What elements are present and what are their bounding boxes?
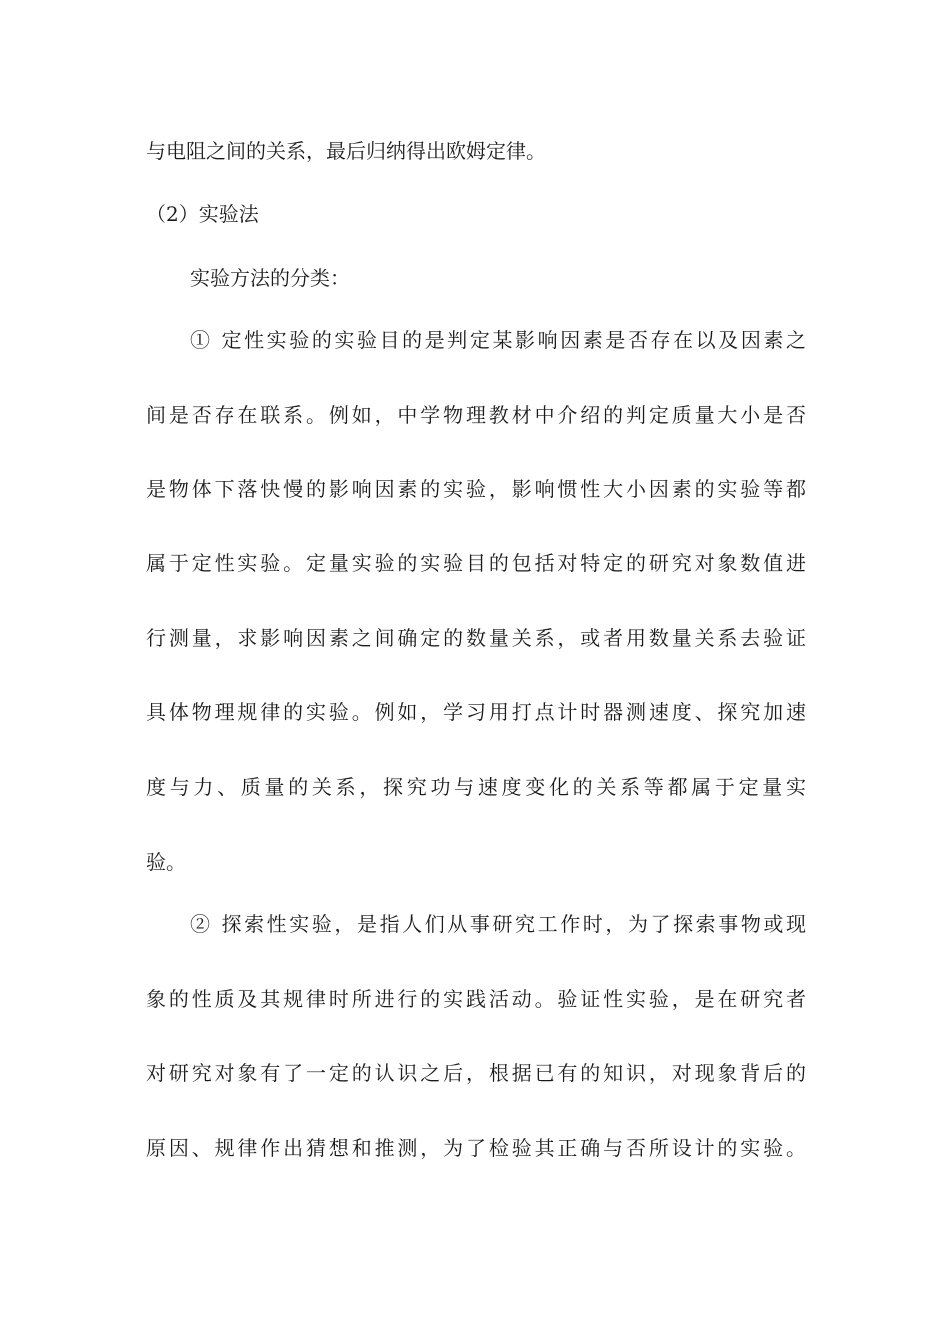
paragraph-line: 是物体下落快慢的影响因素的实验，影响惯性大小因素的实验等都 (146, 477, 806, 501)
paragraph-line: ② 探索性实验，是指人们从事研究工作时，为了探索事物或现 (190, 912, 806, 936)
paragraph-line: 度与力、质量的关系，探究功与速度变化的关系等都属于定量实 (146, 775, 806, 799)
paragraph-line: 原因、规律作出猜想和推测，为了检验其正确与否所设计的实验。 (146, 1136, 806, 1160)
paragraph-line: 属于定性实验。定量实验的实验目的包括对特定的研究对象数值进 (146, 551, 806, 575)
text-line: 实验方法的分类： (190, 266, 350, 290)
section-heading: （2）实验法 (146, 202, 259, 226)
paragraph-line: 具体物理规律的实验。例如，学习用打点计时器测速度、探究加速 (146, 700, 806, 724)
paragraph-line: 行测量，求影响因素之间确定的数量关系，或者用数量关系去验证 (146, 626, 806, 650)
paragraph-line: 对研究对象有了一定的认识之后，根据已有的知识，对现象背后的 (146, 1061, 806, 1085)
paragraph-line: 验。 (146, 850, 186, 874)
text-line: 与电阻之间的关系，最后归纳得出欧姆定律。 (146, 139, 546, 163)
paragraph-line: ① 定性实验的实验目的是判定某影响因素是否存在以及因素之 (190, 328, 806, 352)
paragraph-line: 间是否存在联系。例如，中学物理教材中介绍的判定质量大小是否 (146, 403, 806, 427)
paragraph-line: 象的性质及其规律时所进行的实践活动。验证性实验，是在研究者 (146, 987, 806, 1011)
